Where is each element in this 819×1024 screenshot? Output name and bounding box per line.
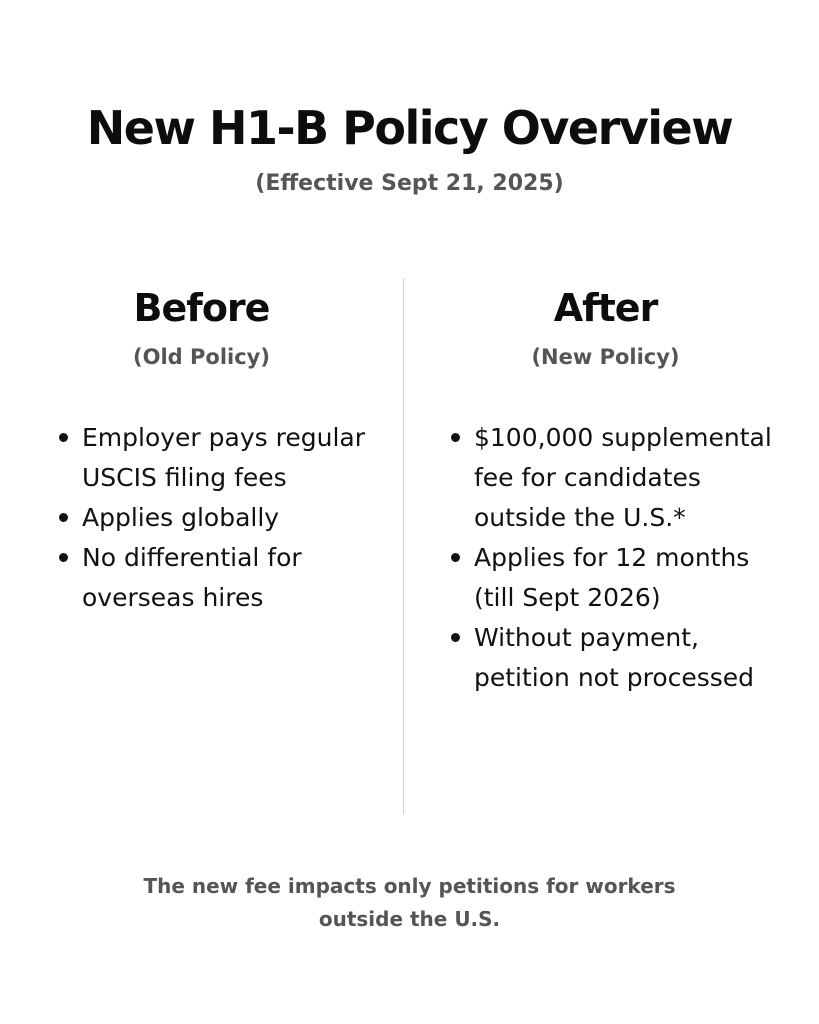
footer-note-line: The new fee impacts only petitions for workers [143, 874, 676, 898]
footer-note [0, 870, 819, 936]
before-heading: Before [133, 286, 270, 330]
before-bullet-item: No differential for overseas hires [57, 538, 377, 618]
before-bullet-item: Employer pays regular USCIS filing fees [57, 418, 377, 498]
before-bullet-item: Applies globally [57, 498, 377, 538]
after-subheading: (New Policy) [531, 345, 680, 369]
effective-date-subtitle: (Effective Sept 21, 2025) [255, 171, 564, 196]
page-title: New H1-B Policy Overview [86, 101, 733, 155]
before-bullet-list [57, 418, 377, 618]
after-bullet-item: Applies for 12 months (till Sept 2026) [449, 538, 794, 618]
after-bullet-list [449, 418, 794, 698]
footer-note-line: outside the U.S. [318, 907, 501, 931]
after-heading: After [553, 286, 658, 330]
after-bullet-item: Without payment, petition not processed [449, 618, 794, 698]
column-divider [403, 278, 404, 814]
before-subheading: (Old Policy) [133, 345, 270, 369]
after-bullet-item: $100,000 supplemental fee for candidates outside the U.S.* [449, 418, 794, 538]
